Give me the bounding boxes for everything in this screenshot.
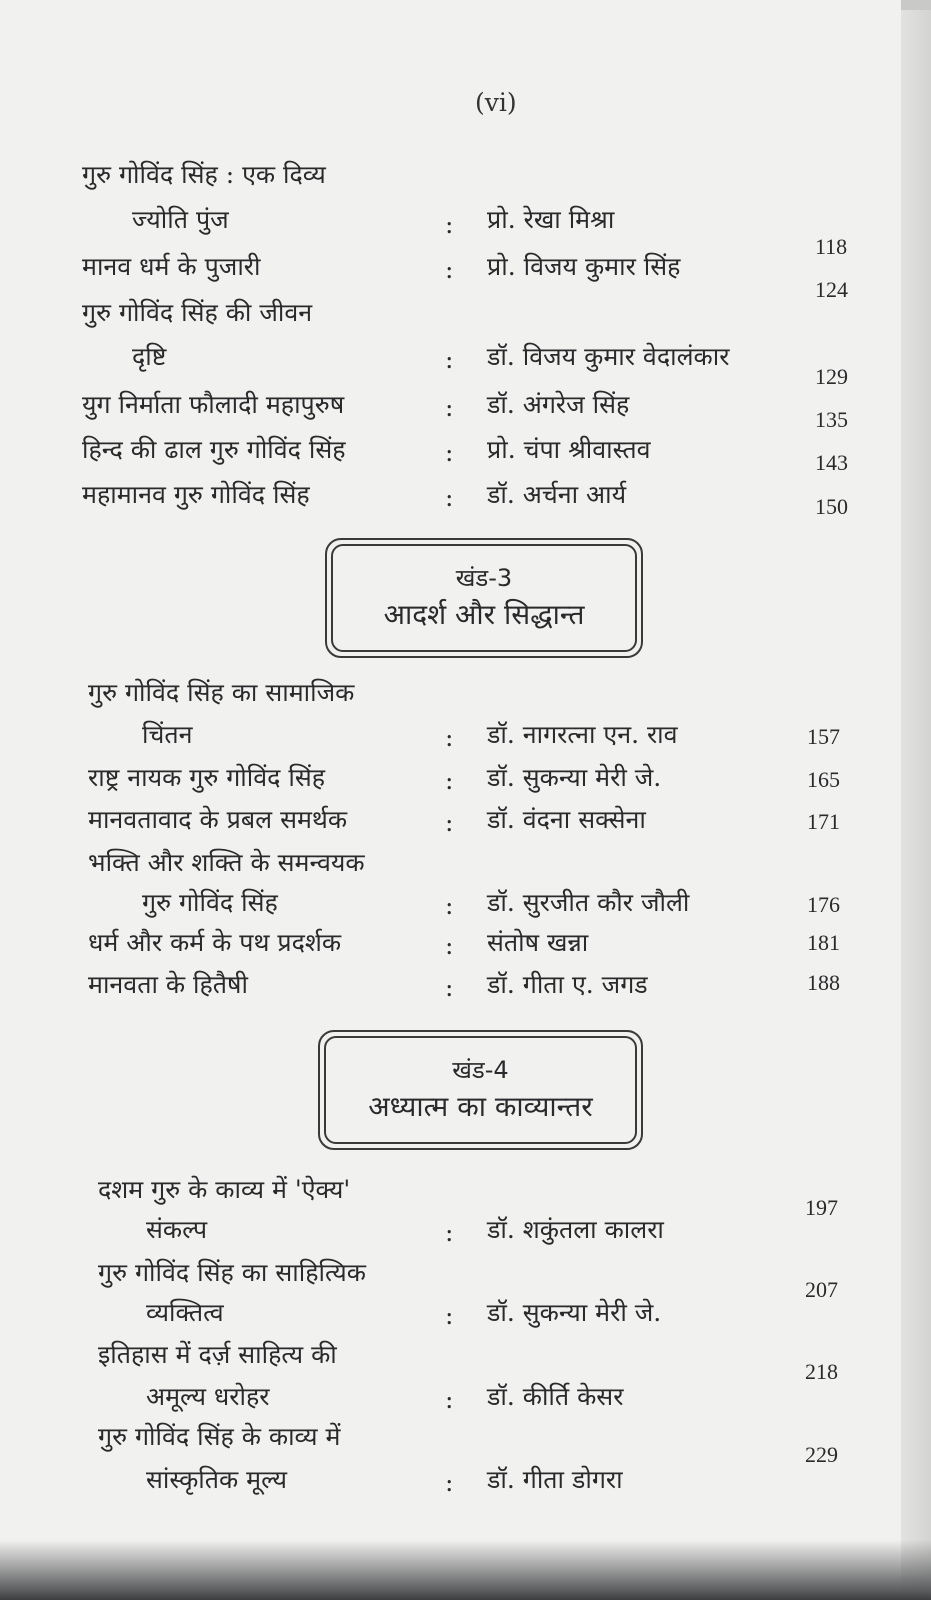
entry-title-line: महामानव गुरु गोविंद सिंह bbox=[82, 480, 310, 509]
separator: : bbox=[445, 766, 454, 795]
section-4-label: खंड-4 bbox=[452, 1056, 509, 1084]
entry-title-line: गुरु गोविंद सिंह के काव्य में bbox=[98, 1422, 341, 1451]
entry-page: 181 bbox=[807, 930, 840, 955]
section-4-inner bbox=[324, 1036, 637, 1144]
separator: : bbox=[445, 483, 454, 512]
separator: : bbox=[445, 808, 454, 837]
entry-title-line: मानव धर्म के पुजारी bbox=[82, 252, 261, 281]
page-edge-top bbox=[901, 0, 931, 10]
section-3-title: आदर्श और सिद्धान्त bbox=[383, 598, 585, 631]
entry-title-line: दशम गुरु के काव्य में 'ऐक्य' bbox=[98, 1175, 351, 1204]
separator: : bbox=[445, 973, 454, 1002]
entry-author: डॉ. गीता ए. जगड bbox=[487, 970, 648, 999]
entry-title-line: गुरु गोविंद सिंह : एक दिव्य bbox=[82, 160, 326, 189]
entry-author: डॉ. अर्चना आर्य bbox=[487, 480, 627, 509]
entry-title-line: गुरु गोविंद सिंह का साहित्यिक bbox=[98, 1258, 366, 1287]
separator: : bbox=[445, 723, 454, 752]
separator: : bbox=[445, 1385, 454, 1414]
entry-page: 176 bbox=[807, 892, 840, 917]
entry-title-line: मानवतावाद के प्रबल समर्थक bbox=[88, 805, 348, 834]
entry-page: 197 bbox=[805, 1195, 838, 1220]
section-4-title: अध्यात्म का काव्यान्तर bbox=[368, 1090, 593, 1123]
entry-title-line: गुरु गोविंद सिंह का सामाजिक bbox=[88, 678, 355, 707]
entry-page: 188 bbox=[807, 970, 840, 995]
entry-author: संतोष खन्ना bbox=[487, 928, 589, 957]
separator: : bbox=[445, 931, 454, 960]
entry-title-line: संकल्प bbox=[146, 1215, 208, 1244]
entry-author: डॉ. वंदना सक्सेना bbox=[487, 805, 646, 834]
separator: : bbox=[445, 438, 454, 467]
page-edge bbox=[901, 0, 931, 1600]
section-4-box bbox=[318, 1030, 643, 1150]
entry-page: 118 bbox=[815, 234, 848, 259]
entry-page: 165 bbox=[807, 767, 840, 792]
entry-page: 143 bbox=[815, 450, 848, 475]
entry-author: प्रो. रेखा मिश्रा bbox=[487, 205, 615, 234]
separator: : bbox=[445, 1218, 454, 1247]
bottom-shadow bbox=[0, 1540, 931, 1600]
entry-author: डॉ. नागरत्ना एन. राव bbox=[487, 720, 678, 749]
entry-author: डॉ. अंगरेज सिंह bbox=[487, 390, 630, 419]
entry-page: 124 bbox=[815, 277, 848, 302]
entry-title-line: ज्योति पुंज bbox=[132, 205, 229, 234]
entry-title-line: हिन्द की ढाल गुरु गोविंद सिंह bbox=[82, 435, 346, 464]
separator: : bbox=[445, 891, 454, 920]
entry-author: डॉ. सुरजीत कौर जौली bbox=[487, 888, 690, 917]
entry-title-line: इतिहास में दर्ज़ साहित्य की bbox=[98, 1340, 337, 1369]
entry-page: 229 bbox=[805, 1442, 838, 1467]
entry-title-line: गुरु गोविंद सिंह की जीवन bbox=[82, 298, 313, 327]
entry-title-line: अमूल्य धरोहर bbox=[146, 1382, 270, 1411]
entry-author: प्रो. विजय कुमार सिंह bbox=[487, 252, 681, 281]
entry-page: 218 bbox=[805, 1359, 838, 1384]
section-3-box bbox=[325, 538, 643, 658]
entry-author: प्रो. चंपा श्रीवास्तव bbox=[487, 435, 651, 464]
separator: : bbox=[445, 393, 454, 422]
section-3-inner bbox=[331, 544, 637, 652]
entry-page: 171 bbox=[807, 809, 840, 834]
entry-title-line: सांस्कृतिक मूल्य bbox=[146, 1465, 288, 1494]
entry-author: डॉ. सुकन्या मेरी जे. bbox=[487, 763, 662, 792]
entry-title-line: भक्ति और शक्ति के समन्वयक bbox=[88, 848, 365, 877]
entry-page: 135 bbox=[815, 407, 848, 432]
entry-author: डॉ. गीता डोगरा bbox=[487, 1465, 623, 1494]
entry-page: 150 bbox=[815, 494, 848, 519]
entry-author: डॉ. कीर्ति केसर bbox=[487, 1382, 624, 1411]
entry-page: 157 bbox=[807, 724, 840, 749]
entry-author: डॉ. सुकन्या मेरी जे. bbox=[487, 1298, 662, 1327]
entry-title-line: दृष्टि bbox=[132, 342, 167, 371]
entry-title-line: व्यक्तित्व bbox=[146, 1298, 224, 1327]
separator: : bbox=[445, 1301, 454, 1330]
separator: : bbox=[445, 1468, 454, 1497]
entry-author: डॉ. विजय कुमार वेदालंकार bbox=[487, 342, 730, 371]
page-number: (vi) bbox=[475, 88, 517, 117]
section-3-label: खंड-3 bbox=[455, 564, 513, 592]
separator: : bbox=[445, 210, 454, 239]
entry-title-line: युग निर्माता फौलादी महापुरुष bbox=[82, 390, 345, 419]
entry-title-line: राष्ट्र नायक गुरु गोविंद सिंह bbox=[88, 763, 326, 792]
entry-author: डॉ. शकुंतला कालरा bbox=[487, 1215, 664, 1244]
entry-page: 207 bbox=[805, 1277, 838, 1302]
entry-page: 129 bbox=[815, 364, 848, 389]
entry-title-line: मानवता के हितैषी bbox=[88, 970, 248, 999]
entry-title-line: गुरु गोविंद सिंह bbox=[142, 888, 278, 917]
entry-title-line: चिंतन bbox=[142, 720, 193, 749]
separator: : bbox=[445, 255, 454, 284]
separator: : bbox=[445, 345, 454, 374]
entry-title-line: धर्म और कर्म के पथ प्रदर्शक bbox=[88, 928, 342, 957]
